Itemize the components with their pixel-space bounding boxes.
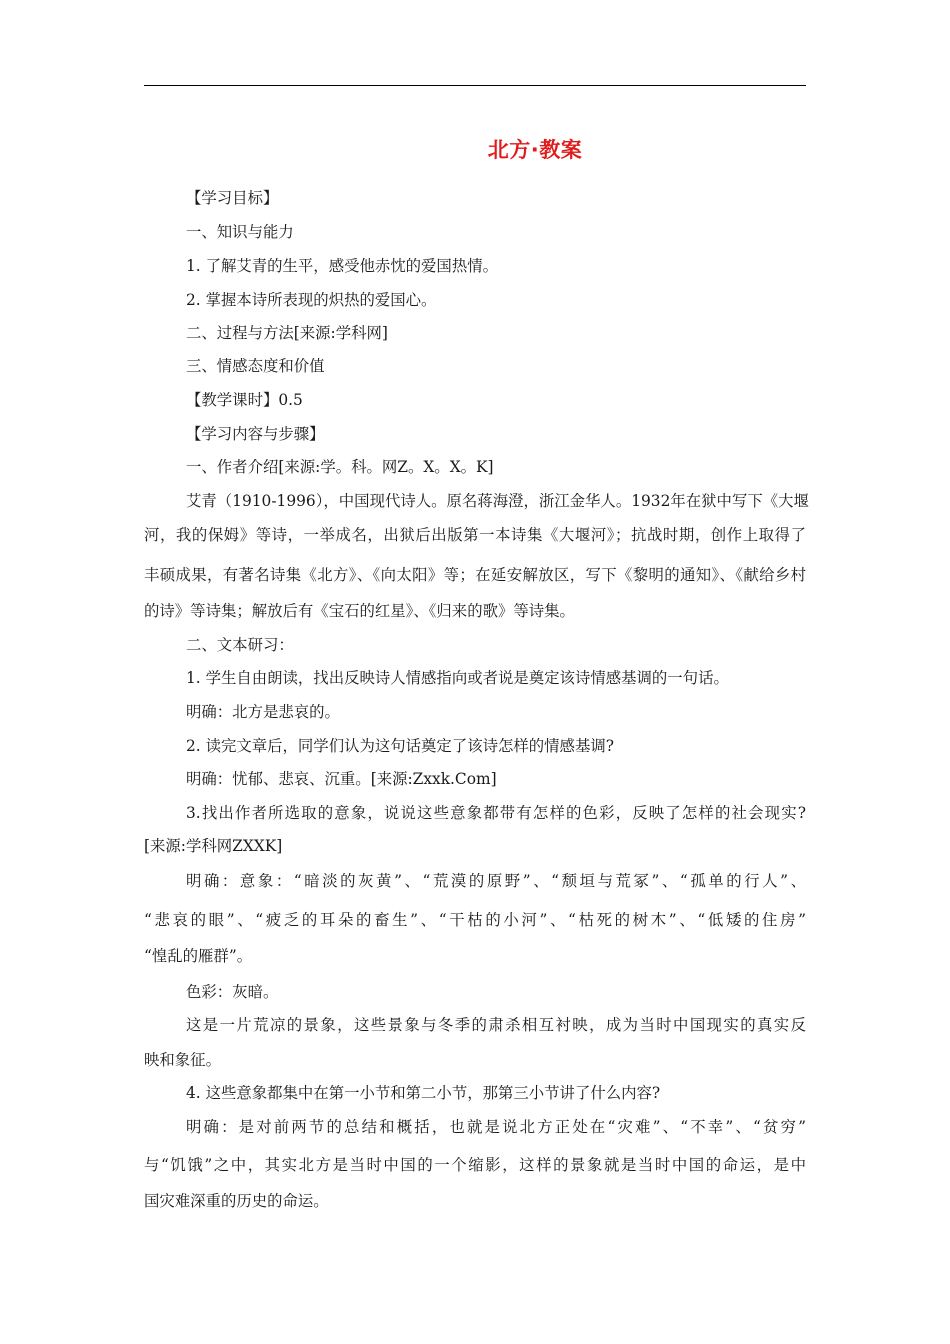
subheading-knowledge-ability: 一、知识与能力 — [186, 223, 294, 241]
color-answer: 色彩：灰暗。 — [186, 983, 279, 1001]
answer-1: 明确：北方是悲哀的。 — [186, 703, 340, 721]
answer-2: 明确：忧郁、悲哀、沉重。[来源:Zxxk.Com] — [186, 770, 497, 788]
scene-paragraph-line: 这是一片荒凉的景象，这些景象与冬季的肃杀相互衬映，成为当时中国现实的真实反 — [186, 1016, 806, 1034]
header-rule — [144, 85, 806, 86]
author-paragraph-line: 河，我的保姆》等诗，一举成名，出狱后出版第一本诗集《大堰河》；抗战时期，创作上取得了 — [144, 526, 806, 544]
goal-item-2: 2. 掌握本诗所表现的炽热的爱国心。 — [186, 291, 437, 309]
question-3: 3.找出作者所选取的意象，说说这些意象都带有怎样的色彩，反映了怎样的社会现实? — [186, 804, 806, 822]
answer-4-line: 明确：是对前两节的总结和概括，也就是说北方正处在“灾难”、“不幸”、“贫穷” — [186, 1118, 806, 1136]
author-paragraph-line: 丰硕成果，有著名诗集《北方》、《向太阳》等；在延安解放区，写下《黎明的通知》、《献给乡村 — [144, 566, 806, 584]
answer-3-line: “惶乱的雁群”。 — [144, 947, 253, 965]
question-1: 1. 学生自由朗读，找出反映诗人情感指向或者说是奠定该诗情感基调的一句话。 — [186, 669, 729, 687]
section-heading-content-steps: 【学习内容与步骤】 — [186, 425, 325, 443]
subheading-emotion-values: 三、情感态度和价值 — [186, 357, 325, 375]
goal-item-1: 1. 了解艾青的生平，感受他赤忱的爱国热情。 — [186, 257, 498, 275]
question-4: 4. 这些意象都集中在第一小节和第二小节，那第三小节讲了什么内容? — [186, 1084, 661, 1102]
subheading-process-method: 二、过程与方法[来源:学科网] — [186, 324, 388, 342]
subheading-author-intro: 一、作者介绍[来源:学。科。网Z。X。X。K] — [186, 458, 494, 476]
answer-4-line: 与“饥饿”之中，其实北方是当时中国的一个缩影，这样的景象就是当时中国的命运，是中 — [144, 1156, 806, 1174]
source-note: [来源:学科网ZXXK] — [144, 837, 283, 855]
question-2: 2. 读完文章后，同学们认为这句话奠定了该诗怎样的情感基调? — [186, 737, 614, 755]
subheading-text-study: 二、文本研习： — [186, 636, 294, 654]
document-title: 北方·教案 — [487, 138, 583, 162]
author-paragraph-line: 的诗》等诗集；解放后有《宝石的红星》、《归来的歌》等诗集。 — [144, 602, 575, 620]
section-heading-learning-goals: 【学习目标】 — [186, 189, 279, 207]
scene-paragraph-line: 映和象征。 — [144, 1051, 221, 1069]
answer-4-line: 国灾难深重的历史的命运。 — [144, 1192, 329, 1210]
section-heading-class-hours: 【教学课时】0.5 — [186, 391, 303, 409]
author-paragraph-line: 艾青（1910-1996），中国现代诗人。原名蒋海澄，浙江金华人。1932年在狱中写下《大堰 — [186, 492, 809, 510]
answer-3-line: “悲哀的眼”、“疲乏的耳朵的畜生”、“干枯的小河”、“枯死的树木”、“低矮的住房” — [144, 911, 806, 929]
answer-3-line: 明确：意象：“暗淡的灰黄”、“荒漠的原野”、“颓垣与荒冢”、“孤单的行人”、 — [186, 872, 806, 890]
